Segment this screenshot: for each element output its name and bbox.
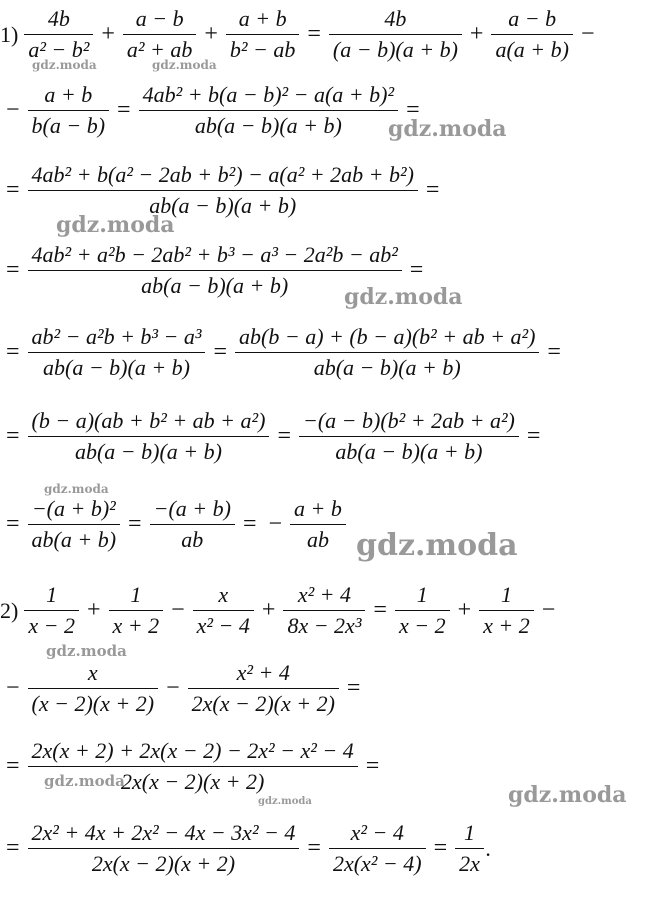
- numerator: a − b: [508, 6, 557, 31]
- fraction: [479, 580, 534, 641]
- part-label: 2): [0, 597, 19, 623]
- watermark: gdz.moda: [44, 772, 125, 790]
- numerator: 4b: [47, 6, 70, 31]
- numerator: 2x² + 4x + 2x² − 4x − 3x² − 4: [31, 820, 296, 845]
- denominator: ab(a − b)(a + b): [74, 439, 222, 464]
- denominator: x + 2: [483, 613, 530, 638]
- fraction: [491, 4, 573, 65]
- numerator: 1: [46, 582, 58, 607]
- denominator: b² − ab: [229, 37, 296, 62]
- equation-line-1: 1) $\frac{4b}{\text{a² − b²}}$ + $\frac{a - b}{\text{a² + ab}}$ + $\frac{a + b}{\text{b² − ab}}$ = $\frac{4b}{(a - b)(a + b)}$ + $\frac{a - b}{a(a + b)}$ −: [0, 4, 601, 65]
- watermark: gdz.moda: [46, 642, 127, 660]
- fraction: [283, 580, 365, 641]
- fraction: [109, 580, 164, 641]
- fraction: [226, 4, 299, 65]
- equation-line-3: = $\frac{\text{4ab² + b(a² − 2ab + b²) − a(a² + 2ab + b²)}}{ab(a - b)(a + b)}$ =: [0, 160, 445, 221]
- equation-line-10: = $\frac{\text{2x(x + 2) + 2x(x − 2) − 2x² − x² − 4}}{2x(x - 2)(x + 2)}$ =: [0, 736, 385, 797]
- watermark: gdz.moda: [152, 58, 217, 72]
- denominator: (x − 2)(x + 2): [31, 691, 155, 716]
- fraction: [28, 322, 206, 383]
- watermark: gdz.moda: [56, 212, 175, 238]
- numerator: x: [87, 660, 98, 685]
- fraction: [299, 406, 519, 467]
- numerator: 1: [416, 582, 428, 607]
- numerator: 4b: [384, 6, 407, 31]
- denominator: ab: [306, 527, 329, 552]
- fraction: [455, 818, 484, 879]
- fraction: [193, 580, 254, 641]
- denominator: ab(a − b)(a + b): [43, 355, 190, 380]
- denominator: 2x(x − 2)(x + 2): [191, 691, 335, 716]
- equation-line-11: = $\frac{\text{2x² + 4x + 2x² − 4x − 3x² − 4}}{2x(x - 2)(x + 2)}$ = $\frac{\text{x² − 4}}{\text{2x(x² − 4)}}$ = $\frac{1}{2x}$ .: [0, 818, 491, 879]
- fraction: [28, 658, 159, 719]
- denominator: x² − 4: [196, 613, 250, 638]
- numerator: 4ab² + b(a − b)² − a(a + b)²: [142, 82, 395, 107]
- numerator: 1: [463, 820, 475, 845]
- denominator: ab(a − b)(a + b): [141, 273, 289, 298]
- denominator: a² − b²: [28, 37, 90, 62]
- fraction: [188, 658, 339, 719]
- equation-line-8: 2) $\frac{1}{x - 2}$ + $\frac{1}{x + 2}$ − $\frac{x}{\text{x² − 4}}$ + $\frac{\text{x² + 4}}{\text{8x − 2x³}}$ = $\frac{1}{x - 2}$ + $\frac{1}{x + 2}$ −: [0, 580, 561, 641]
- numerator: −(a + b)²: [31, 496, 116, 521]
- fraction: [28, 406, 270, 467]
- fraction: [139, 80, 398, 141]
- fraction: [24, 4, 93, 65]
- fraction: [395, 580, 450, 641]
- watermark: gdz.moda: [344, 284, 463, 310]
- fraction: [290, 494, 346, 555]
- denominator: a² + ab: [126, 37, 193, 62]
- denominator: ab(a − b)(a + b): [194, 113, 342, 138]
- denominator: a(a + b): [495, 37, 569, 62]
- denominator: (a − b)(a + b): [332, 37, 458, 62]
- numerator: ab² − a²b + b³ − a³: [31, 324, 202, 349]
- fraction: [28, 818, 300, 879]
- equation-line-2: − $\frac{a + b}{b(a - b)}$ = $\frac{\text{4ab² + b(a − b)² − a(a + b)²}}{ab(a - b)(a + b)}$ =: [0, 80, 426, 141]
- denominator: ab(a + b): [31, 527, 117, 552]
- numerator: a + b: [294, 496, 342, 521]
- denominator: 8x − 2x³: [287, 613, 362, 638]
- denominator: 2x(x − 2)(x + 2): [91, 851, 236, 876]
- equation-line-9: − $\frac{x}{(x - 2)(x + 2)}$ − $\frac{\text{x² + 4}}{2x(x - 2)(x + 2)}$ =: [0, 658, 366, 719]
- denominator: x − 2: [398, 613, 446, 638]
- equation-line-6: = $\frac{\text{(b − a)(ab + b² + ab + a²)}}{ab(a - b)(a + b)}$ = $\frac{\text{−(a − b)(b² + 2ab + a²)}}{ab(a - b)(a + b)}$ =: [0, 406, 546, 467]
- denominator: x + 2: [112, 613, 160, 638]
- numerator: 1: [130, 582, 142, 607]
- denominator: b(a − b): [31, 113, 106, 138]
- fraction: [28, 494, 121, 555]
- fraction: [150, 494, 235, 555]
- numerator: −(a + b): [153, 496, 231, 521]
- numerator: −(a − b)(b² + 2ab + a²): [302, 408, 515, 433]
- part-label: 1): [0, 21, 19, 47]
- denominator: ab(a − b)(a + b): [149, 193, 297, 218]
- watermark: gdz.moda: [32, 58, 97, 72]
- watermark: gdz.moda: [258, 796, 312, 807]
- fraction: [28, 80, 110, 141]
- denominator: 2x: [459, 851, 480, 876]
- numerator: x: [218, 582, 229, 607]
- numerator: (b − a)(ab + b² + ab + a²): [31, 408, 266, 433]
- numerator: x² − 4: [350, 820, 404, 845]
- numerator: a + b: [238, 6, 287, 31]
- fraction: [24, 580, 79, 641]
- denominator: 2x(x² − 4): [332, 851, 422, 876]
- denominator: 2x(x − 2)(x + 2): [120, 769, 265, 794]
- watermark: gdz.moda: [44, 482, 109, 496]
- fraction: [123, 4, 196, 65]
- equation-line-7: = $\frac{\text{−(a + b)²}}{ab(a + b)}$ = $\frac{-(a + b)}{ab}$ = − $\frac{a + b}{ab}$: [0, 494, 348, 555]
- equation-line-4: = $\frac{\text{4ab² + a²b − 2ab² + b³ − a³ − 2a²b − ab²}}{ab(a - b)(a + b)}$ =: [0, 240, 429, 301]
- numerator: ab(b − a) + (b − a)(b² + ab + a²): [239, 324, 536, 349]
- fraction: [329, 4, 462, 65]
- watermark: gdz.moda: [356, 528, 518, 563]
- denominator: x − 2: [28, 613, 75, 638]
- fraction: [235, 322, 539, 383]
- numerator: 2x(x + 2) + 2x(x − 2) − 2x² − x² − 4: [31, 738, 354, 763]
- equation-line-5: = $\frac{\text{ab² − a²b + b³ − a³}}{ab(a - b)(a + b)}$ = $\frac{\text{ab(b − a) + (b − a)(b² + ab + a²)}}{ab(a - b)(a + b)}$ =: [0, 322, 567, 383]
- denominator: ab(a − b)(a + b): [335, 439, 483, 464]
- numerator: x² + 4: [236, 660, 290, 685]
- numerator: 4ab² + a²b − 2ab² + b³ − a³ − 2a²b − ab²: [31, 242, 398, 267]
- numerator: a − b: [135, 6, 184, 31]
- period: .: [485, 835, 492, 861]
- watermark: gdz.moda: [508, 782, 627, 808]
- denominator: ab(a − b)(a + b): [313, 355, 461, 380]
- fraction: [329, 818, 426, 879]
- watermark: gdz.moda: [388, 116, 507, 142]
- numerator: x² + 4: [297, 582, 352, 607]
- numerator: 1: [500, 582, 512, 607]
- numerator: 4ab² + b(a² − 2ab + b²) − a(a² + 2ab + b²): [31, 162, 414, 187]
- numerator: a + b: [44, 82, 93, 107]
- denominator: ab: [181, 527, 204, 552]
